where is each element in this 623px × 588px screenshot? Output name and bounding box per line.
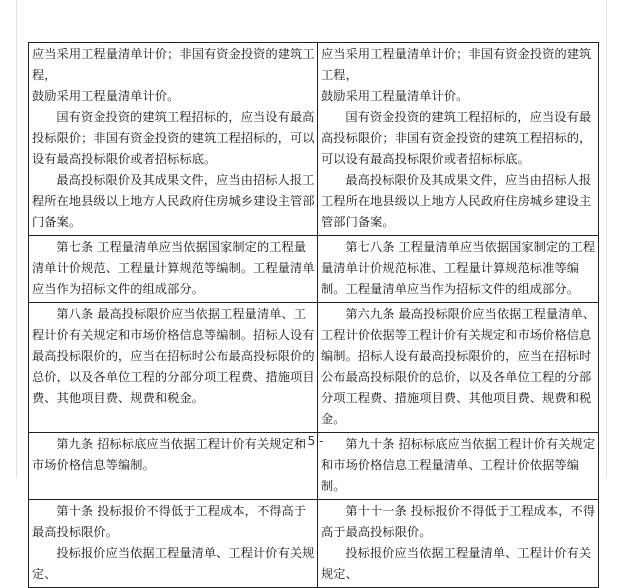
paragraph: 投标报价应当依据工程量清单、工程计价有关规定、 bbox=[321, 546, 592, 581]
paragraph: 国有资金投资的建筑工程招标的，应当设有最高投标限价；非国有资金投资的建筑工程招标的，可以设有最高投标限价或者招标标底。 bbox=[321, 110, 592, 166]
paragraph: 投标报价应当依据工程量清单、工程计价有关规定、 bbox=[32, 546, 315, 581]
table-row bbox=[29, 43, 599, 236]
paragraph: 第十十一条 投标报价不得低于工程成本，不得高于最高投标限价。 bbox=[321, 504, 596, 539]
paragraph: 最高投标限价及其成果文件，应当由招标人报工程所在地县级以上地方人民政府住房城乡建设主管部门备案。 bbox=[321, 173, 592, 229]
paragraph: 国有资金投资的建筑工程招标的，应当设有最高投标限价；非国有资金投资的建筑工程招标的，可以设有最高投标限价或者招标标底。 bbox=[32, 110, 315, 166]
paragraph: 最高投标限价及其成果文件，应当由招标人报工程所在地县级以上地方人民政府住房城乡建设主管部门备案。 bbox=[32, 173, 315, 229]
paragraph: 鼓励采用工程量清单计价。 bbox=[321, 89, 469, 103]
original-text-cell bbox=[29, 500, 318, 588]
page-number: - 5 - bbox=[299, 434, 324, 448]
paragraph: 第九十条 招标标底应当依据工程计价有关规定和市场价格信息工程量清单、工程计价依据等编制。 bbox=[321, 437, 596, 493]
table-row bbox=[29, 500, 599, 588]
table-row bbox=[29, 236, 599, 303]
paragraph: 第七条 工程量清单应当依据国家制定的工程量清单计价规范、工程量计算规范等编制。工程量清单应当作为招标文件的组成部分。 bbox=[32, 240, 315, 296]
comparison-table bbox=[28, 42, 599, 588]
revised-text-cell bbox=[318, 43, 599, 236]
revised-text-cell bbox=[318, 303, 599, 433]
paragraph: 第十条 投标报价不得低于工程成本，不得高于最高投标限价。 bbox=[32, 504, 307, 539]
revised-text-cell bbox=[318, 500, 599, 588]
original-text-cell bbox=[29, 303, 318, 433]
paragraph: 第八条 最高投标限价应当依据工程量清单、工程计价有关规定和市场价格信息等编制。招标人设有最高投标限价的，应当在招标时公布最高投标限价的总价，以及各单位工程的分部分项工程费、措施项目费、其他项目费、规费和税金。 bbox=[32, 307, 315, 405]
paragraph: 第六九条 最高投标限价应当依据工程量清单、工程计价依据等工程计价有关规定和市场价格信息编制。招标人设有最高投标限价的，应当在招标时公布最高投标限价的总价，以及各单位工程的分部分项工程费、措施项目费、其他项目费、规费和税金。 bbox=[321, 307, 596, 426]
revised-text-cell bbox=[318, 236, 599, 303]
paragraph: 应当采用工程量清单计价；非国有资金投资的建筑工程， bbox=[32, 47, 315, 82]
original-text-cell bbox=[29, 236, 318, 303]
paragraph: 第九条 招标标底应当依据工程计价有关规定和市场价格信息等编制。 bbox=[32, 437, 307, 472]
paragraph: 应当采用工程量清单计价；非国有资金投资的建筑工程， bbox=[321, 47, 592, 82]
original-text-cell bbox=[29, 43, 318, 236]
table-row bbox=[29, 303, 599, 433]
paragraph: 第七八条 工程量清单应当依据国家制定的工程量清单计价规范标准、工程量计算规范标准等编制。工程量清单应当作为招标文件的组成部分。 bbox=[321, 240, 596, 296]
paragraph: 鼓励采用工程量清单计价。 bbox=[32, 89, 180, 103]
